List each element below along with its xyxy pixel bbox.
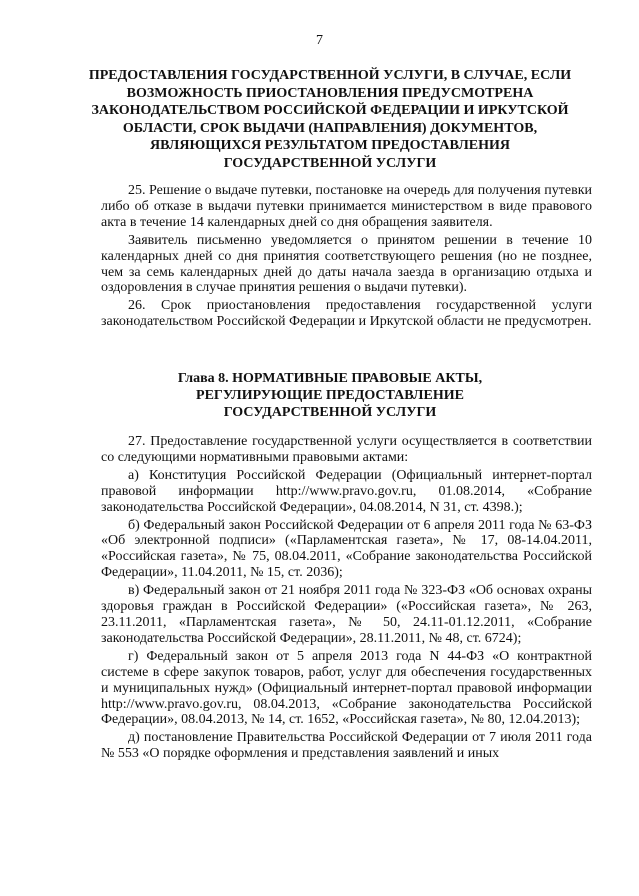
body-block-1: [101, 183, 592, 332]
paragraph-25: 25. Решение о выдаче путевки, постановке на очередь для получения путевки либо об отказе в выдачи путевки принимается министерством в виде правового акта в течение 14 календарных дней со дня обращения заявителя.: [101, 183, 592, 230]
paragraph-26: 26. Срок приостановления предоставления государственной услуги законодательством Российской Федерации и Иркутской области не предусмотрен.: [101, 298, 592, 330]
body-block-2: [101, 434, 592, 764]
list-item-d: д) постановление Правительства Российской Федерации от 7 июля 2011 года № 553 «О порядке оформления и представления заявлений и иных: [101, 730, 592, 762]
chapter-heading-line: ГОСУДАРСТВЕННОЙ УСЛУГИ: [223, 405, 437, 420]
section-heading-line: ЯВЛЯЮЩИХСЯ РЕЗУЛЬТАТОМ ПРЕДОСТАВЛЕНИЯ: [149, 138, 511, 153]
chapter-heading: [150, 370, 510, 421]
section-heading: [80, 67, 580, 172]
list-item-b: б) Федеральный закон Российской Федерации от 6 апреля 2011 года № 63-ФЗ «Об электронной подписи» («Парламентская газета», № 17, 08-14.04.2011, «Российская газета», № 75, 08.04.2011, «Собрание законодательства Российской Федерации», 11.04.2011, № 15, ст. 2036);: [101, 517, 592, 581]
chapter-heading-line: Глава 8. НОРМАТИВНЫЕ ПРАВОВЫЕ АКТЫ,: [177, 371, 483, 386]
paragraph-27: 27. Предоставление государственной услуги осуществляется в соответствии со следующими нормативными правовыми актами:: [101, 434, 592, 465]
list-item-g: г) Федеральный закон от 5 апреля 2013 года N 44-ФЗ «О контрактной системе в сфере закупок товаров, работ, услуг для обеспечения государственных и муниципальных нужд» (Официальный интернет-портал правовой информации http://www.pravo.gov.ru, 08.04.2013, «Собрание законодательства Российской Федерации», 08.04.2013, № 14, ст. 1652, «Российская газета», № 80, 12.04.2013);: [101, 648, 592, 728]
section-heading-line: ОБЛАСТИ, СРОК ВЫДАЧИ (НАПРАВЛЕНИЯ) ДОКУМЕНТОВ,: [122, 120, 538, 136]
list-item-a: а) Конституция Российской Федерации (Официальный интернет-портал правовой информации http://www.pravo.gov.ru, 01.08.2014, «Собрание законодательства Российской Федерации», 04.08.2014, N 31, ст. 4398.);: [101, 467, 592, 515]
section-heading-line: ГОСУДАРСТВЕННОЙ УСЛУГИ: [223, 155, 437, 171]
section-heading-line: ЗАКОНОДАТЕЛЬСТВОМ РОССИЙСКОЙ ФЕДЕРАЦИИ И ИРКУТСКОЙ: [91, 103, 569, 118]
section-heading-line: ВОЗМОЖНОСТЬ ПРИОСТАНОВЛЕНИЯ ПРЕДУСМОТРЕНА: [126, 85, 534, 101]
list-item-v: в) Федеральный закон от 21 ноября 2011 года № 323-ФЗ «Об основах охраны здоровья граждан в Российской Федерации» («Российская газета», № 263, 23.11.2011, «Парламентская газета», № 50, 24.11-01.12.2011, «Собрание законодательства Российской Федерации», 28.11.2011, № 48, ст. 6724);: [101, 583, 592, 646]
section-heading-line: ПРЕДОСТАВЛЕНИЯ ГОСУДАРСТВЕННОЙ УСЛУГИ, В СЛУЧАЕ, ЕСЛИ: [88, 68, 572, 83]
chapter-heading-line: РЕГУЛИРУЮЩИЕ ПРЕДОСТАВЛЕНИЕ: [196, 388, 464, 403]
paragraph-notification: Заявитель письменно уведомляется о принятом решении в течение 10 календарных дней со дня принятия соответствующего решения (но не позднее, чем за семь календарных дней до даты начала заезда в организацию отдыха и оздоровления в случае принятия решения о выдачи путевки).: [101, 232, 592, 296]
page-number: 7: [316, 33, 323, 48]
